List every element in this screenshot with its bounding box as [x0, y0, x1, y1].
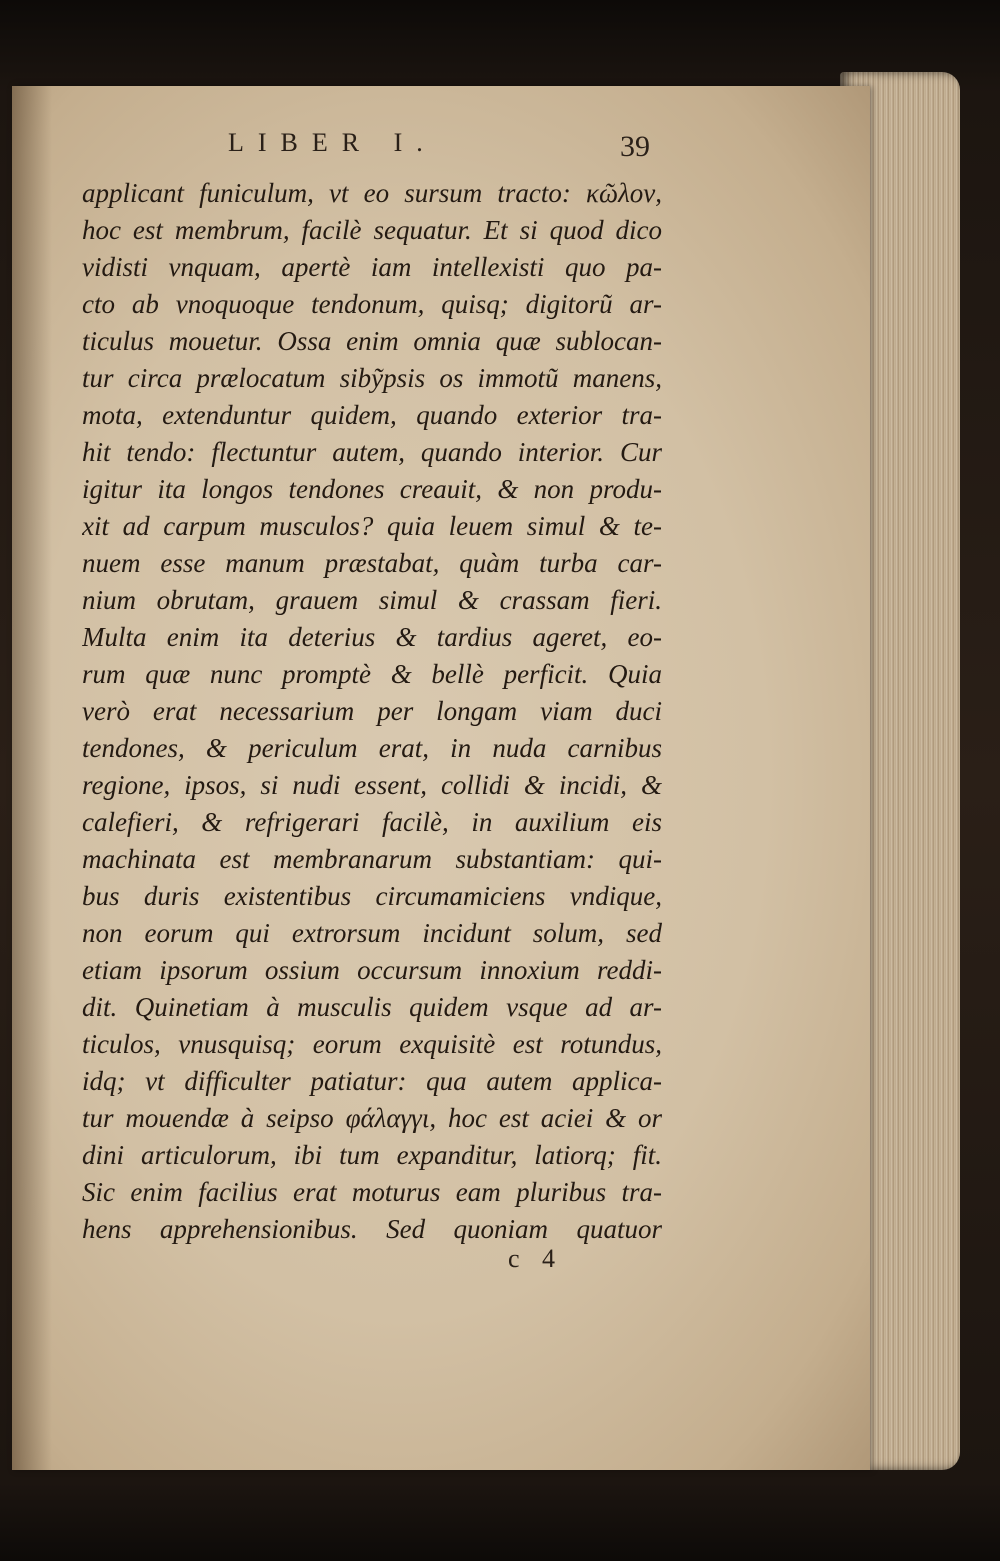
text-line: hens apprehensionibus. Sed quoniam quatuor — [82, 1214, 662, 1244]
text-line: bus duris existentibus circumamiciens vndique, — [82, 881, 662, 911]
running-head — [120, 128, 660, 168]
text-line: idq; vt difficulter patiatur: qua autem applica- — [82, 1066, 662, 1096]
text-line: nuem esse manum præstabat, quàm turba car- — [82, 548, 662, 578]
text-line: ticulus mouetur. Ossa enim omnia quæ sublocan- — [82, 326, 662, 356]
text-line: igitur ita longos tendones creauit, & non produ- — [82, 474, 662, 504]
text-line: calefieri, & refrigerari facilè, in auxilium eis — [82, 807, 662, 837]
text-line: machinata est membranarum substantiam: qui- — [82, 844, 662, 874]
text-line: Sic enim facilius erat moturus eam pluribus tra- — [82, 1177, 662, 1207]
text-line: applicant funiculum, vt eo sursum tracto: κῶλον, — [82, 178, 662, 208]
text-line: dit. Quinetiam à musculis quidem vsque ad ar- — [82, 992, 662, 1022]
text-line: xit ad carpum musculos? quia leuem simul & te- — [82, 511, 662, 541]
text-line: ticulos, vnusquisq; eorum exquisitè est rotundus, — [82, 1029, 662, 1059]
page-number: 39 — [620, 130, 650, 163]
text-line: hoc est membrum, facilè sequatur. Et si quod dico — [82, 215, 662, 245]
text-line: regione, ipsos, si nudi essent, collidi & incidi, & — [82, 770, 662, 800]
text-line: etiam ipsorum ossium occursum innoxium reddi- — [82, 955, 662, 985]
text-line: tendones, & periculum erat, in nuda carnibus — [82, 733, 662, 763]
body-text — [82, 172, 662, 1252]
text-line: non eorum qui extrorsum incidunt solum, sed — [82, 918, 662, 948]
signature-mark: c 4 — [508, 1244, 556, 1273]
text-line: tur mouendæ à seipso φάλαγγι, hoc est aciei & or — [82, 1103, 662, 1133]
text-line: mota, extenduntur quidem, quando exterior tra- — [82, 400, 662, 430]
text-line: dini articulorum, ibi tum expanditur, latiorq; fit. — [82, 1140, 662, 1170]
running-title: LIBER I. — [228, 128, 437, 157]
text-line: vidisti vnquam, apertè iam intellexisti quo pa- — [82, 252, 662, 282]
text-line: cto ab vnoquoque tendonum, quisq; digitorũ ar- — [82, 289, 662, 319]
text-line: hit tendo: flectuntur autem, quando interior. Cur — [82, 437, 662, 467]
text-line: Multa enim ita deterius & tardius ageret, eo- — [82, 622, 662, 652]
text-line: nium obrutam, grauem simul & crassam fieri. — [82, 585, 662, 615]
text-line: rum quæ nunc promptè & bellè perficit. Quia — [82, 659, 662, 689]
text-line: verò erat necessarium per longam viam duci — [82, 696, 662, 726]
gutter-shadow — [12, 86, 52, 1470]
text-line: tur circa prælocatum sibỹpsis os immotũ manens, — [82, 363, 662, 393]
